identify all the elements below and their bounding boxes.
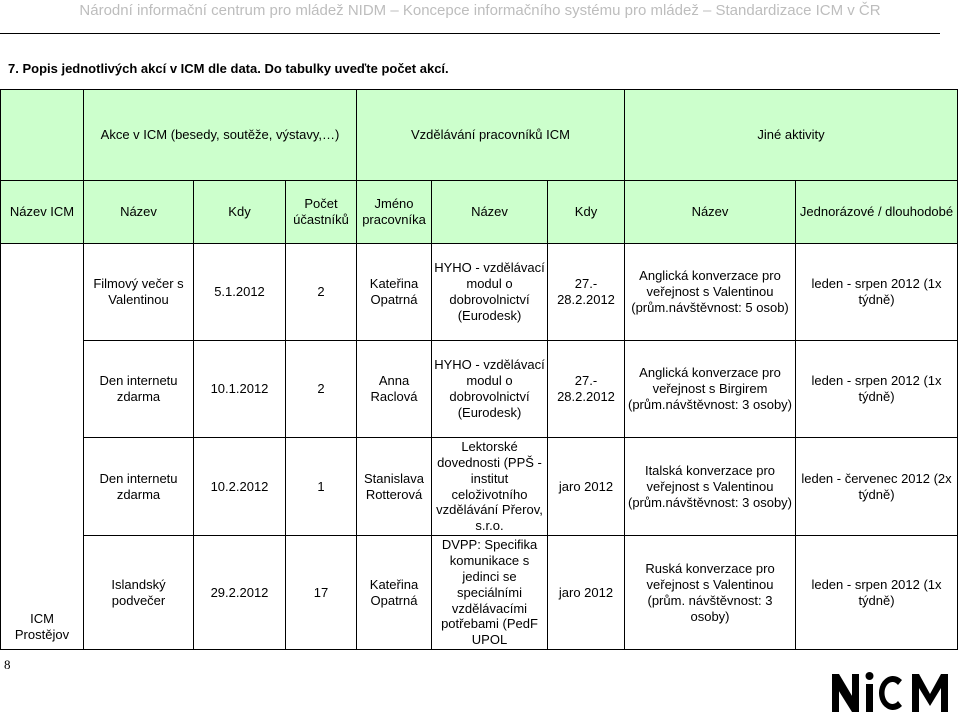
- col-jmeno: Jméno pracovníka: [357, 181, 432, 244]
- jine-nazev-cell: Italská konverzace pro veřejnost s Valentinou (prům.návštěvnost: 3 osoby): [625, 438, 796, 536]
- header-rule: [0, 33, 940, 34]
- jine-typ-cell: leden - srpen 2012 (1x týdně): [796, 536, 958, 650]
- vzdel-nazev-cell: Lektorské dovednosti (PPŠ - institut celoživotního vzdělávání Přerov, s.r.o.: [432, 438, 548, 536]
- jmeno-cell: Stanislava Rotterová: [357, 438, 432, 536]
- vzdel-kdy-cell: jaro 2012: [548, 536, 625, 650]
- jine-nazev-cell: Ruská konverzace pro veřejnost s Valentinou (prům. návštěvnost: 3 osoby): [625, 536, 796, 650]
- col-pocet: Počet účastníků: [286, 181, 357, 244]
- vzdel-kdy-cell: 27.- 28.2.2012: [548, 244, 625, 341]
- icm-name-cell: ICM Prostějov: [1, 244, 84, 650]
- jmeno-cell: Anna Raclová: [357, 341, 432, 438]
- col-nazev-icm: Název ICM: [1, 181, 84, 244]
- jine-nazev-cell: Anglická konverzace pro veřejnost s Birgirem (prům.návštěvnost: 3 osoby): [625, 341, 796, 438]
- table-row: [1, 536, 958, 650]
- pocet-cell: 2: [286, 244, 357, 341]
- jine-nazev-cell: Anglická konverzace pro veřejnost s Valentinou (prům.návštěvnost: 5 osob): [625, 244, 796, 341]
- col-vzdel-nazev: Název: [432, 181, 548, 244]
- vzdel-nazev-cell: HYHO - vzdělávací modul o dobrovolnictví (Eurodesk): [432, 244, 548, 341]
- akce-kdy-cell: 10.2.2012: [194, 438, 286, 536]
- jmeno-cell: Kateřina Opatrná: [357, 536, 432, 650]
- vzdel-nazev-cell: HYHO - vzdělávací modul o dobrovolnictví (Eurodesk): [432, 341, 548, 438]
- col-jine-typ: Jednorázové / dlouhodobé: [796, 181, 958, 244]
- vzdel-kdy-cell: jaro 2012: [548, 438, 625, 536]
- vzdel-kdy-cell: 27.- 28.2.2012: [548, 341, 625, 438]
- table-row: [1, 341, 958, 438]
- group-header-vzdelavani: Vzdělávání pracovníků ICM: [357, 90, 625, 181]
- jine-typ-cell: leden - srpen 2012 (1x týdně): [796, 341, 958, 438]
- akce-kdy-cell: 10.1.2012: [194, 341, 286, 438]
- group-header-row: [1, 90, 958, 181]
- activities-table: [0, 89, 958, 650]
- jmeno-cell: Kateřina Opatrná: [357, 244, 432, 341]
- group-header-jine: Jiné aktivity: [625, 90, 958, 181]
- col-akce-kdy: Kdy: [194, 181, 286, 244]
- jine-typ-cell: leden - červenec 2012 (2x týdně): [796, 438, 958, 536]
- page-header: Národní informační centrum pro mládež NIDM – Koncepce informačního systému pro mládež – Standardizace ICM v ČR: [79, 2, 881, 19]
- group-header-akce: Akce v ICM (besedy, soutěže, výstavy,…): [84, 90, 357, 181]
- akce-nazev-cell: Den internetu zdarma: [84, 438, 194, 536]
- question-title: 7. Popis jednotlivých akcí v ICM dle data. Do tabulky uveďte počet akcí.: [8, 61, 449, 76]
- group-header-blank: [1, 90, 84, 181]
- jine-typ-cell: leden - srpen 2012 (1x týdně): [796, 244, 958, 341]
- column-header-row: [1, 181, 958, 244]
- col-akce-nazev: Název: [84, 181, 194, 244]
- akce-nazev-cell: Islandský podvečer: [84, 536, 194, 650]
- nicm-logo: [830, 664, 956, 716]
- page-number: 8: [4, 657, 11, 672]
- pocet-cell: 17: [286, 536, 357, 650]
- col-jine-nazev: Název: [625, 181, 796, 244]
- akce-nazev-cell: Filmový večer s Valentinou: [84, 244, 194, 341]
- akce-kdy-cell: 29.2.2012: [194, 536, 286, 650]
- col-vzdel-kdy: Kdy: [548, 181, 625, 244]
- akce-kdy-cell: 5.1.2012: [194, 244, 286, 341]
- table-row: [1, 438, 958, 536]
- akce-nazev-cell: Den internetu zdarma: [84, 341, 194, 438]
- table-row: [1, 244, 958, 341]
- pocet-cell: 2: [286, 341, 357, 438]
- pocet-cell: 1: [286, 438, 357, 536]
- vzdel-nazev-cell: DVPP: Specifika komunikace s jedinci se speciálními vzdělávacími potřebami (PedF UPOL: [432, 536, 548, 650]
